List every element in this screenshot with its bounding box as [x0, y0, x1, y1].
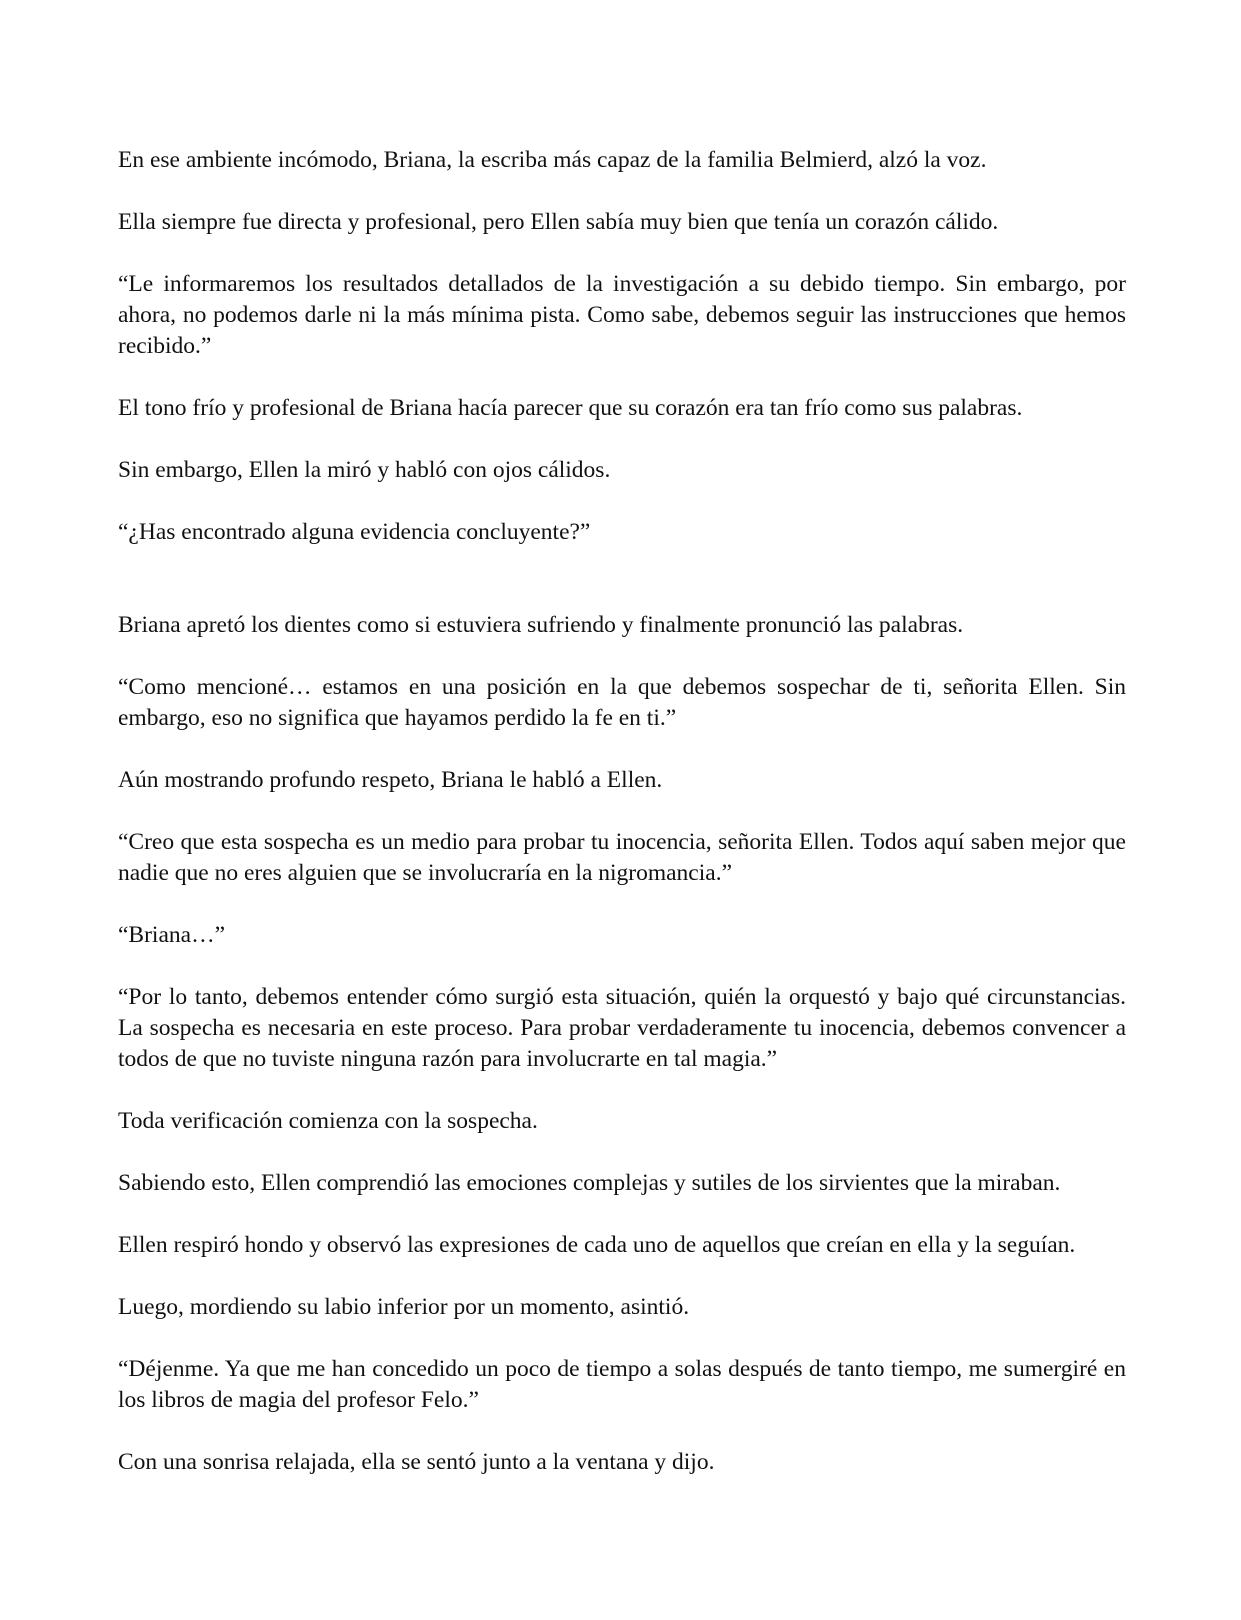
paragraph: Toda verificación comienza con la sospecha.	[118, 1108, 538, 1134]
paragraph: Ella siempre fue directa y profesional, pero Ellen sabía muy bien que tenía un corazón cálido.	[118, 209, 999, 235]
paragraph: Luego, mordiendo su labio inferior por un momento, asintió.	[118, 1294, 690, 1320]
paragraph: “Briana…”	[118, 922, 226, 948]
paragraph: “Déjenme. Ya que me han concedido un poco de tiempo a solas después de tanto tiempo, me sumergiré en los libros de magia del profesor Felo.”	[118, 1356, 1126, 1413]
paragraph: “Creo que esta sospecha es un medio para probar tu inocencia, señorita Ellen. Todos aquí saben mejor que nadie que no eres alguien que se involucraría en la nigromancia.”	[118, 829, 1126, 886]
paragraph: “¿Has encontrado alguna evidencia concluyente?”	[118, 519, 591, 545]
paragraph: Sabiendo esto, Ellen comprendió las emociones complejas y sutiles de los sirvientes que la miraban.	[118, 1170, 1061, 1196]
document-body	[118, 145, 1126, 1509]
paragraph: Sin embargo, Ellen la miró y habló con ojos cálidos.	[118, 457, 611, 483]
paragraph: En ese ambiente incómodo, Briana, la escriba más capaz de la familia Belmierd, alzó la voz.	[118, 147, 987, 173]
paragraph: “Por lo tanto, debemos entender cómo surgió esta situación, quién la orquestó y bajo qué circunstancias. La sospecha es necesaria en este proceso. Para probar verdaderamente tu inocencia, debemos convencer a todos de que no tuviste ninguna razón para involucrarte en tal magia.”	[118, 984, 1126, 1072]
paragraph: Aún mostrando profundo respeto, Briana le habló a Ellen.	[118, 767, 663, 793]
paragraph: Briana apretó los dientes como si estuviera sufriendo y finalmente pronunció las palabras.	[118, 612, 964, 638]
paragraph: “Como mencioné… estamos en una posición en la que debemos sospechar de ti, señorita Ellen. Sin embargo, eso no significa que hayamos perdido la fe en ti.”	[118, 674, 1126, 731]
paragraph: Ellen respiró hondo y observó las expresiones de cada uno de aquellos que creían en ella y la seguían.	[118, 1232, 1076, 1258]
paragraph: El tono frío y profesional de Briana hacía parecer que su corazón era tan frío como sus palabras.	[118, 395, 1023, 421]
paragraph: “Le informaremos los resultados detallados de la investigación a su debido tiempo. Sin embargo, por ahora, no podemos darle ni la más mínima pista. Como sabe, debemos seguir las instrucciones que hemos recibido.”	[118, 271, 1126, 359]
paragraph: Con una sonrisa relajada, ella se sentó junto a la ventana y dijo.	[118, 1449, 715, 1475]
